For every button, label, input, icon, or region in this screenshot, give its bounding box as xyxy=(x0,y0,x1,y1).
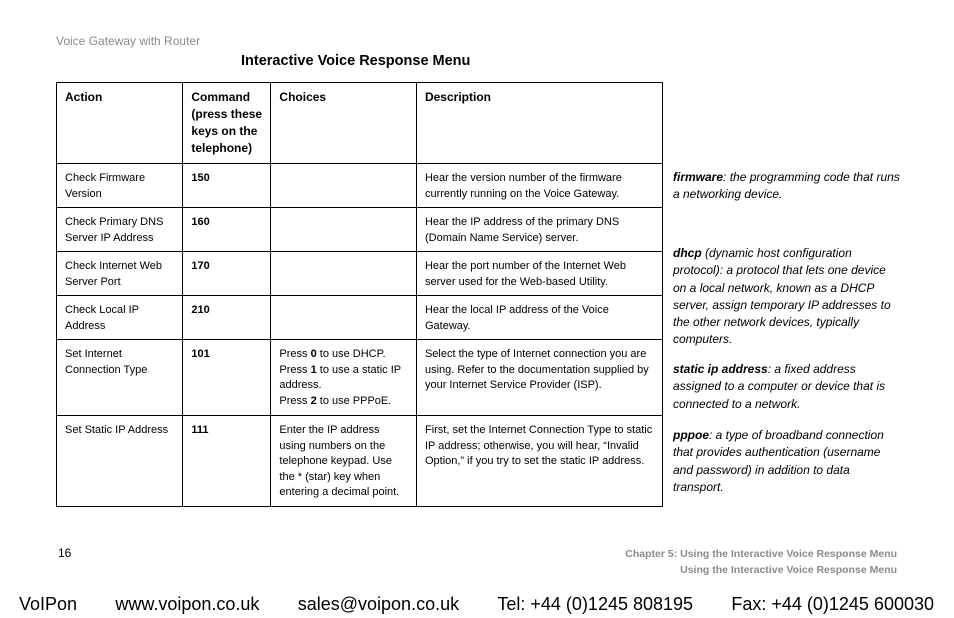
choice-text: Enter the IP address using numbers on the telephone keypad. Use the * (star) key when entering a decimal point. xyxy=(279,424,400,498)
cell-choices xyxy=(271,296,417,340)
choice-key: 1 xyxy=(310,363,317,376)
table-row xyxy=(57,208,663,252)
cell-description: Hear the local IP address of the Voice Gateway. xyxy=(416,296,662,340)
telephone-text: Tel: +44 (0)1245 808195 xyxy=(497,594,694,614)
column-header-command: Command (press these keys on the telephone) xyxy=(183,83,271,164)
cell-command: 101 xyxy=(183,340,271,416)
cell-choices xyxy=(271,208,417,252)
website-text: www.voipon.co.uk xyxy=(115,594,260,614)
choice-text: Press xyxy=(279,348,311,360)
contact-bar xyxy=(19,594,934,615)
column-header-description: Description xyxy=(416,83,662,164)
page-number: 16 xyxy=(58,546,72,560)
cell-action: Set Static IP Address xyxy=(57,416,183,507)
fax-text: Fax: +44 (0)1245 600030 xyxy=(731,594,934,614)
table-row xyxy=(57,340,663,416)
glossary-text: (dynamic host configuration protocol): a protocol that lets one device on a local network, known as a DHCP server, assign temporary IP addresses to the other network devices, typically computers. xyxy=(673,246,891,347)
choice-text: Press xyxy=(279,363,311,376)
glossary-definition xyxy=(673,245,901,349)
table-row xyxy=(57,252,663,296)
choice-line xyxy=(279,347,408,363)
running-header: Voice Gateway with Router xyxy=(56,34,201,48)
cell-description: First, set the Internet Connection Type to static IP address; otherwise, you will hear, “Invalid Option,” if you try to set the static IP address. xyxy=(416,416,662,507)
glossary-term: static ip address xyxy=(673,362,768,376)
glossary-definition xyxy=(673,169,901,204)
table-row xyxy=(57,416,663,507)
glossary-term: dhcp xyxy=(673,246,702,260)
glossary-term: firmware xyxy=(673,170,724,184)
footer-chapter: Chapter 5: Using the Interactive Voice Response Menu xyxy=(625,548,897,560)
table-row xyxy=(57,296,663,340)
choice-line xyxy=(279,423,408,501)
ivr-menu-table xyxy=(56,82,663,507)
glossary-definition xyxy=(673,427,901,496)
cell-action: Check Primary DNS Server IP Address xyxy=(57,208,183,252)
choice-key: 2 xyxy=(310,394,317,407)
brand-name: VoIPon xyxy=(19,594,78,614)
cell-command: 210 xyxy=(183,296,271,340)
cell-command: 111 xyxy=(183,416,271,507)
choice-line xyxy=(279,394,408,410)
cell-choices xyxy=(271,340,417,416)
cell-choices xyxy=(271,252,417,296)
cell-action: Check Local IP Address xyxy=(57,296,183,340)
footer-section: Using the Interactive Voice Response Menu xyxy=(680,564,897,576)
choice-key: 0 xyxy=(310,348,317,360)
table-header-row xyxy=(57,83,663,164)
glossary-text: : a fixed address assigned to a computer or device that is connected to a network. xyxy=(673,362,886,411)
cell-action: Set Internet Connection Type xyxy=(57,340,183,416)
cell-description: Select the type of Internet connection you are using. Refer to the documentation supplied by your Internet Service Provider (ISP). xyxy=(416,340,662,416)
choice-line xyxy=(279,363,408,394)
choice-text: to use a static IP address. xyxy=(279,363,401,391)
glossary-definition xyxy=(673,361,901,413)
cell-description: Hear the port number of the Internet Web server used for the Web-based Utility. xyxy=(416,252,662,296)
email-text: sales@voipon.co.uk xyxy=(297,594,460,614)
table-row xyxy=(57,164,663,208)
column-header-choices: Choices xyxy=(271,83,417,164)
choice-text: to use PPPoE. xyxy=(316,394,392,407)
cell-choices xyxy=(271,416,417,507)
cell-description: Hear the IP address of the primary DNS (Domain Name Service) server. xyxy=(416,208,662,252)
table-title: Interactive Voice Response Menu xyxy=(241,53,471,69)
choice-text: to use DHCP. xyxy=(316,348,386,360)
glossary-term: pppoe xyxy=(673,428,709,442)
cell-action: Check Firmware Version xyxy=(57,164,183,208)
choice-text: Press xyxy=(279,394,311,407)
glossary-text: : the programming code that runs a networking device. xyxy=(673,170,900,202)
cell-action: Check Internet Web Server Port xyxy=(57,252,183,296)
cell-description: Hear the version number of the firmware currently running on the Voice Gateway. xyxy=(416,164,662,208)
cell-command: 150 xyxy=(183,164,271,208)
cell-choices xyxy=(271,164,417,208)
column-header-action: Action xyxy=(57,83,183,164)
glossary-text: : a type of broadband connection that provides authentication (username and password) in addition to data transport. xyxy=(673,428,884,494)
cell-command: 170 xyxy=(183,252,271,296)
table-body xyxy=(57,164,663,507)
cell-command: 160 xyxy=(183,208,271,252)
